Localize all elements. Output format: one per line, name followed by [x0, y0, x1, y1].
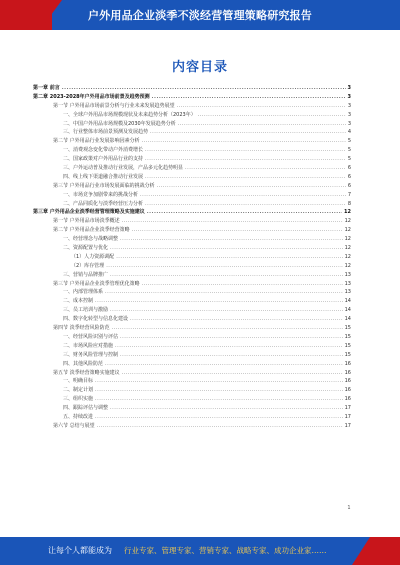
toc-dot-leader	[95, 377, 343, 386]
toc-dot-leader	[142, 137, 346, 146]
toc-dot-leader	[110, 306, 343, 315]
toc-entry-page: 13	[344, 271, 351, 278]
toc-entry-page: 6	[347, 165, 351, 172]
toc-entry-page: 3	[347, 85, 351, 91]
toc-entry[interactable]	[33, 128, 351, 137]
toc-entry-page: 5	[347, 156, 351, 163]
toc-entry[interactable]	[33, 182, 351, 191]
toc-entry-title: 第三章 户外用品企业淡季经营管理策略及实施建议	[33, 209, 145, 216]
toc-dot-leader	[105, 288, 343, 297]
toc-entry-title: （2）库存管理	[71, 262, 105, 269]
toc-entry-page: 16	[344, 378, 351, 385]
toc-entry[interactable]	[33, 244, 351, 253]
toc-dot-leader	[132, 226, 343, 235]
toc-dot-leader	[145, 200, 346, 209]
report-title: 户外用品企业淡季不淡经营管理策略研究报告	[88, 9, 312, 22]
toc-entry-page: 12	[344, 209, 351, 216]
toc-entry-title: 二、成本控制	[63, 298, 94, 305]
toc-dot-leader	[95, 413, 343, 422]
toc-entry-page: 3	[347, 120, 351, 127]
toc-dot-leader	[178, 120, 346, 129]
toc-dot-leader	[106, 262, 342, 271]
toc-entry-page: 6	[347, 173, 351, 180]
toc-entry[interactable]	[33, 200, 351, 209]
toc-dot-leader	[95, 297, 343, 306]
toc-dot-leader	[120, 351, 343, 360]
toc-entry-title: 四、线上线下渠道融合推动行业发展	[63, 173, 144, 180]
toc-entry[interactable]	[33, 84, 351, 93]
toc-entry-page: 15	[344, 351, 351, 358]
toc-entry-page: 12	[344, 245, 351, 252]
footer-slogan: 让每个人都能成为	[48, 546, 112, 555]
toc-dot-leader	[95, 386, 343, 395]
toc-dot-leader	[122, 217, 343, 226]
toc-entry[interactable]	[33, 164, 351, 173]
toc-entry[interactable]	[33, 191, 351, 200]
toc-entry[interactable]	[33, 253, 351, 262]
toc-entry-title: 二、中国户外用品市场规模及2030年发展趋势分析	[63, 120, 176, 127]
toc-entry-page: 6	[347, 182, 351, 189]
toc-entry[interactable]	[33, 333, 351, 342]
toc-entry-page: 16	[344, 387, 351, 394]
toc-entry-title: 一、明确目标	[63, 378, 94, 385]
toc-dot-leader	[150, 128, 346, 137]
toc-dot-leader	[145, 146, 346, 155]
page-number: 1	[347, 505, 351, 511]
toc-entry-title: 三、户外运动普及推动行业发展，产品多元化趋势明显	[63, 165, 184, 172]
toc-entry[interactable]	[33, 404, 351, 413]
toc-entry-title: 一、消费观念变化带动户外消费增长	[63, 147, 144, 154]
toc-entry[interactable]	[33, 280, 351, 289]
toc-entry-page: 15	[344, 333, 351, 340]
toc-entry[interactable]	[33, 315, 351, 324]
toc-entry-page: 5	[347, 138, 351, 145]
toc-entry-page: 3	[347, 111, 351, 118]
toc-dot-leader	[130, 315, 343, 324]
toc-entry-title: 四、跟踪评估与调整	[63, 405, 109, 412]
toc-dot-leader	[62, 84, 346, 93]
toc-entry-title: 第五节 淡季经营策略实施建议	[53, 369, 120, 376]
footer-red-block	[370, 537, 400, 565]
toc-entry-page: 12	[344, 262, 351, 269]
toc-entry-title: 第二章 2023-2028年户外用品市场前景及趋势预测	[33, 93, 150, 100]
toc-heading: 内容目录	[171, 60, 228, 75]
toc-dot-leader	[185, 164, 346, 173]
toc-entry-page: 17	[344, 405, 351, 412]
toc-dot-leader	[147, 208, 342, 217]
toc-entry[interactable]	[33, 369, 351, 378]
toc-entry[interactable]	[33, 155, 351, 164]
toc-entry[interactable]	[33, 297, 351, 306]
toc-entry-page: 16	[344, 360, 351, 367]
toc-entry-title: 第六节 总结与展望	[53, 422, 95, 429]
toc-entry-page: 14	[344, 316, 351, 323]
toc-entry-page: 7	[347, 191, 351, 198]
toc-entry-title: 二、资源配置与优化	[63, 245, 109, 252]
toc-entry[interactable]	[33, 422, 351, 431]
toc-entry[interactable]	[33, 351, 351, 360]
toc-entry[interactable]	[33, 271, 351, 280]
toc-entry[interactable]	[33, 306, 351, 315]
toc-entry[interactable]	[33, 226, 351, 235]
header-bar	[0, 0, 400, 30]
toc-entry-page: 4	[347, 129, 351, 136]
toc-entry[interactable]	[33, 288, 351, 297]
toc-dot-leader	[142, 280, 343, 289]
toc-entry-page: 16	[344, 369, 351, 376]
toc-entry[interactable]	[33, 324, 351, 333]
toc-dot-leader	[145, 155, 346, 164]
toc-dot-leader	[122, 369, 343, 378]
toc-entry-title: 三、行业整体市场前景预测及发展趋势	[63, 129, 149, 136]
toc-entry[interactable]	[33, 137, 351, 146]
toc-entry-page: 8	[347, 200, 351, 207]
toc-dot-leader	[157, 182, 346, 191]
toc-entry-page: 14	[344, 307, 351, 314]
toc-entry[interactable]	[33, 208, 351, 217]
toc-entry-page: 3	[347, 102, 351, 109]
toc-entry-page: 16	[344, 396, 351, 403]
toc-entry[interactable]	[33, 342, 351, 351]
toc-entry-page: 5	[347, 147, 351, 154]
toc-dot-leader	[110, 271, 343, 280]
toc-entry-title: 三、员工培训与激励	[63, 307, 109, 314]
toc-entry-title: 一、内部管理体系	[63, 289, 104, 296]
toc-dot-leader	[152, 93, 346, 102]
toc-entry[interactable]	[33, 120, 351, 129]
toc-entry[interactable]	[33, 146, 351, 155]
toc-entry-page: 12	[344, 236, 351, 243]
footer-red-notch	[352, 537, 370, 565]
toc-entry[interactable]	[33, 217, 351, 226]
toc-entry-title: 一、经营风险识别与评估	[63, 333, 119, 340]
toc-entry-page: 14	[344, 298, 351, 305]
toc-entry-title: 四、其他风险防范	[63, 360, 104, 367]
toc-entry-title: 二、制定计划	[63, 387, 94, 394]
toc-entry-title: 第四节 淡季经营风险防范	[53, 325, 110, 332]
toc-dot-leader	[177, 102, 346, 111]
toc-dot-leader	[115, 342, 343, 351]
toc-entry-title: 一、全球户外用品市场规模现状及未来趋势分析（2023年）	[63, 111, 196, 118]
toc-dot-leader	[97, 422, 343, 431]
toc-entry-title: 三、组织实施	[63, 396, 94, 403]
toc-dot-leader	[95, 395, 343, 404]
toc-entry-title: 二、市场风险应对措施	[63, 342, 114, 349]
toc-entry-title: 二、产品同质化与淡季经营压力分析	[63, 200, 144, 207]
toc-entry[interactable]	[33, 111, 351, 120]
toc-entry-page: 13	[344, 280, 351, 287]
toc-dot-leader	[110, 244, 343, 253]
toc-entry[interactable]	[33, 173, 351, 182]
toc-dot-leader	[140, 191, 346, 200]
toc-entry[interactable]	[33, 395, 351, 404]
toc-entry-page: 17	[344, 413, 351, 420]
toc-entry[interactable]	[33, 386, 351, 395]
toc-entry-title: 第二节 户外用品企业淡季经营策略	[53, 227, 130, 234]
toc-entry-title: 三、营销与品牌推广	[63, 271, 109, 278]
toc-entry-page: 12	[344, 227, 351, 234]
toc-entry-title: 第三节 户外用品行业市场发展面临的挑战分析	[53, 182, 155, 189]
toc-entry[interactable]	[33, 235, 351, 244]
toc-entry-title: 二、国家政策对户外用品行业的支持	[63, 156, 144, 163]
toc-entry[interactable]	[33, 93, 351, 102]
toc-entry-page: 3	[347, 93, 351, 100]
toc-entry-title: 五、持续改进	[63, 413, 94, 420]
toc-dot-leader	[145, 173, 346, 182]
toc-entry-title: 第二节 户外用品行业发展影响因素分析	[53, 138, 140, 145]
toc-entry-title: 第一章 前言	[33, 85, 60, 91]
toc-entry-title: 一、市场竞争加剧带来的挑战分析	[63, 191, 139, 198]
toc-entry[interactable]	[33, 360, 351, 369]
toc-entry-page: 13	[344, 289, 351, 296]
toc-entry-page: 17	[344, 422, 351, 429]
toc-dot-leader	[116, 253, 342, 262]
toc-dot-leader	[112, 324, 343, 333]
toc-entry[interactable]	[33, 377, 351, 386]
toc-dot-leader	[105, 360, 343, 369]
toc-dot-leader	[198, 111, 346, 120]
footer-services: 行业专家、管理专家、营销专家、战略专家、成功企业家……	[124, 546, 327, 555]
toc-entry[interactable]	[33, 102, 351, 111]
toc-entry[interactable]	[33, 413, 351, 422]
toc-entry-title: 第一节 户外用品市场前景分析与行业未来发展趋势展望	[53, 102, 175, 109]
table-of-contents	[33, 84, 351, 431]
toc-dot-leader	[110, 404, 343, 413]
toc-entry-title: 四、数字化转型与信息化建设	[63, 316, 129, 323]
toc-entry-title: 第三节 户外用品企业淡季管理优化策略	[53, 280, 140, 287]
toc-entry-title: 第一节 户外用品市场淡季概述	[53, 218, 120, 225]
toc-entry-page: 12	[344, 218, 351, 225]
footer-bar	[0, 537, 400, 565]
toc-entry-title: （1）人力资源调配	[71, 253, 115, 260]
toc-entry-title: 一、经营理念与战略调整	[63, 236, 119, 243]
toc-dot-leader	[120, 333, 343, 342]
toc-entry-page: 15	[344, 325, 351, 332]
toc-entry-title: 三、财务风险管理与控制	[63, 351, 119, 358]
toc-dot-leader	[120, 235, 343, 244]
toc-entry-page: 15	[344, 342, 351, 349]
toc-entry[interactable]	[33, 262, 351, 271]
toc-entry-page: 12	[344, 253, 351, 260]
